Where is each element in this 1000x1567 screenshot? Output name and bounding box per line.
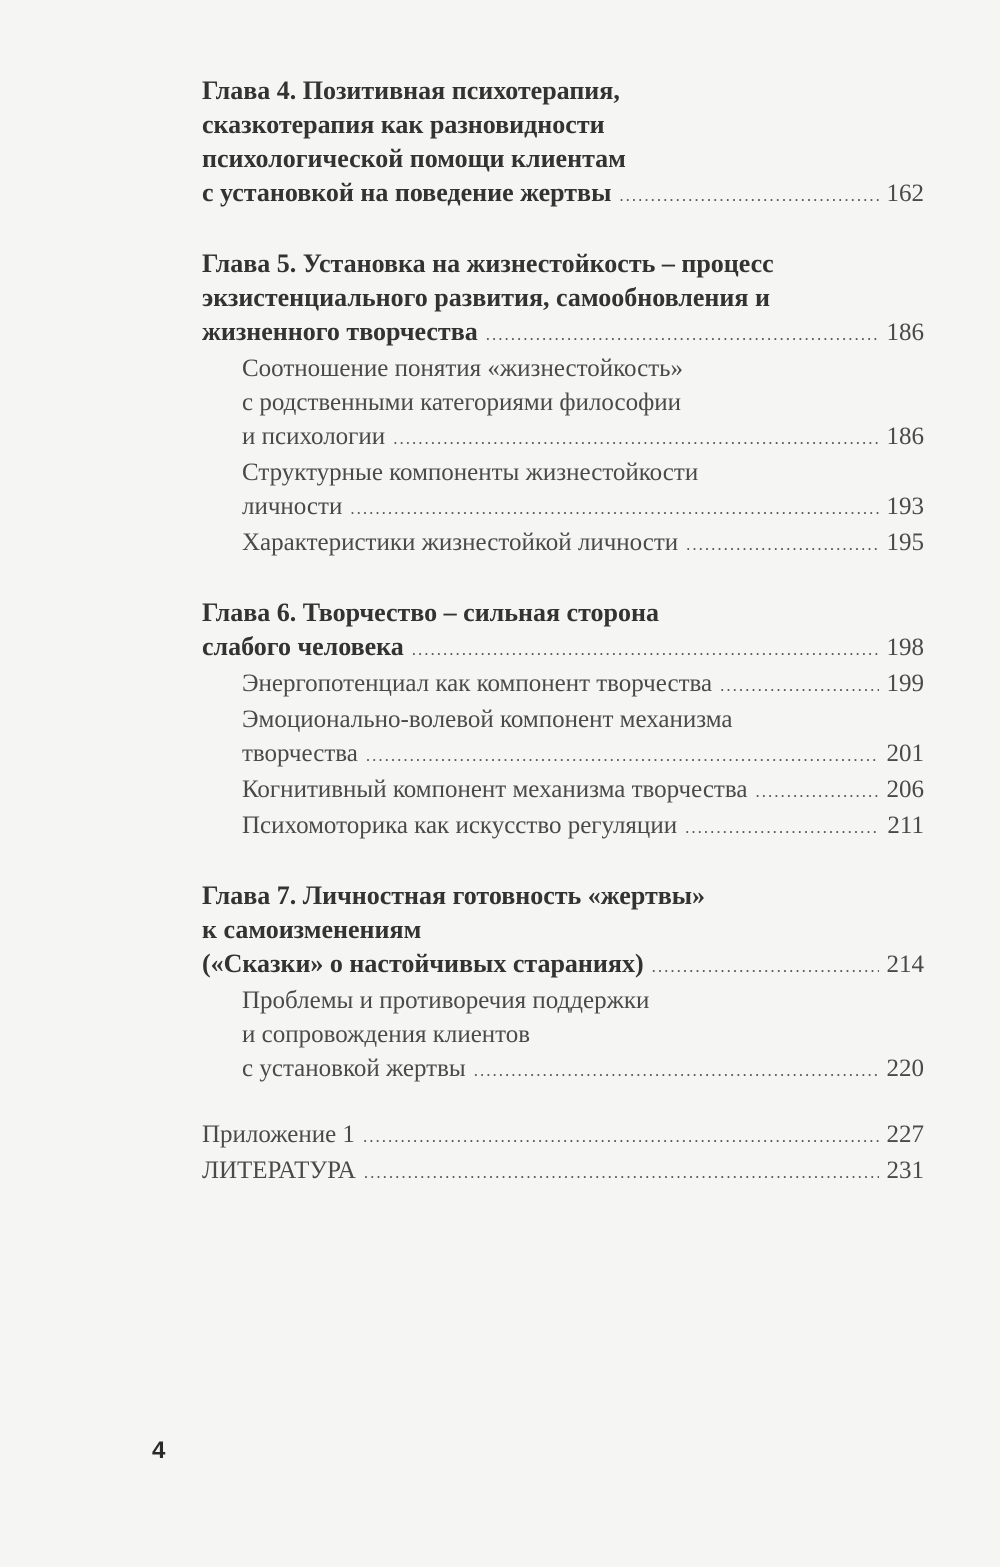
toc-chapter-4 [202,74,924,213]
toc-section [202,703,924,773]
toc-line: экзистенциального развития, самообновления и [202,283,770,312]
toc-section [202,667,924,703]
dot-leader [363,1120,879,1154]
dot-leader [350,492,878,526]
toc-entry-title: Приложение 1 [202,1121,355,1148]
toc-entry-title: и психологии [242,423,386,450]
toc-entry-leader [242,526,924,562]
toc-chapter-7 [202,879,924,984]
toc-page-number: 206 [886,776,924,803]
toc-line: Глава 6. Творчество – сильная сторона [202,598,659,627]
toc-line: сказкотерапия как разновидности [202,110,605,139]
toc-chapter-6 [202,596,924,667]
table-of-contents [202,74,924,1190]
toc-page-number: 195 [886,529,924,556]
toc-section [202,809,924,845]
toc-page-number: 193 [886,493,924,520]
toc-line: с родственными категориями философии [242,389,682,416]
toc-page-number: 198 [886,634,924,661]
toc-entry-leader [202,176,924,213]
toc-line: Глава 5. Установка на жизнестойкость – процесс [202,249,774,278]
dot-leader [474,1054,879,1088]
toc-entry-leader [202,315,924,352]
dot-leader [393,422,878,456]
toc-entry-title: Энергопотенциал как компонент творчества [242,670,713,697]
toc-page-number: 214 [886,951,924,978]
toc-entry-leader [242,1052,924,1088]
toc-line: Глава 7. Личностная готовность «жертвы» [202,881,706,910]
dot-leader [619,179,878,213]
toc-page-number: 186 [886,423,924,450]
toc-line: Глава 4. Позитивная психотерапия, [202,76,620,105]
toc-entry-title: с установкой на поведение жертвы [202,178,612,207]
dot-leader [720,669,878,703]
toc-entry-leader [242,490,924,526]
toc-line: Соотношение понятия «жизнестойкость» [242,355,684,382]
toc-page-number: 199 [886,670,924,697]
toc-line: Структурные компоненты жизнестойкости [242,459,699,486]
toc-literature [202,1154,924,1190]
toc-line: к самоизменениям [202,915,422,944]
page-number: 4 [152,1437,166,1464]
toc-page-number: 162 [886,180,924,207]
toc-page-number: 227 [886,1121,924,1148]
toc-entry-title: с установкой жертвы [242,1055,466,1082]
dot-leader [366,739,879,773]
toc-page-number: 201 [886,740,924,767]
toc-entry-leader [202,947,924,984]
toc-section [202,773,924,809]
toc-page-number: 231 [886,1157,924,1184]
toc-section [202,984,924,1088]
dot-leader [486,318,879,352]
dot-leader [686,528,878,562]
toc-entry-title: («Сказки» о настойчивых стараниях) [202,949,644,978]
toc-entry-leader [242,773,924,809]
toc-line: Проблемы и противоречия поддержки [242,987,650,1014]
toc-section [202,352,924,456]
toc-section [202,526,924,562]
toc-entry-leader [242,667,924,703]
toc-entry-leader [242,737,924,773]
toc-entry-title: личности [242,493,343,520]
toc-entry-leader [202,1118,924,1154]
dot-leader [412,633,879,667]
dot-leader [364,1156,879,1190]
toc-line: психологической помощи клиентам [202,144,626,173]
dot-leader [685,811,879,845]
toc-appendix [202,1118,924,1154]
toc-line: и сопровождения клиентов [242,1021,531,1048]
toc-entry-title: Характеристики жизнестойкой личности [242,529,679,556]
toc-section [202,456,924,526]
dot-leader [755,775,878,809]
toc-entry-title: Психомоторика как искусство регуляции [242,812,678,839]
toc-page-number: 220 [886,1055,924,1082]
toc-entry-leader [202,630,924,667]
toc-chapter-5 [202,247,924,352]
toc-entry-title: Когнитивный компонент механизма творчества [242,776,748,803]
toc-entry-title: слабого человека [202,632,404,661]
toc-entry-leader [202,1154,924,1190]
toc-page-number: 186 [886,319,924,346]
toc-line: Эмоционально-волевой компонент механизма [242,706,733,733]
toc-page-number: 211 [887,812,924,839]
toc-entry-title: ЛИТЕРАТУРА [202,1157,356,1184]
toc-entry-leader [242,420,924,456]
toc-entry-leader [242,809,924,845]
toc-entry-title: жизненного творчества [202,317,478,346]
toc-entry-title: творчества [242,740,358,767]
dot-leader [652,950,879,984]
